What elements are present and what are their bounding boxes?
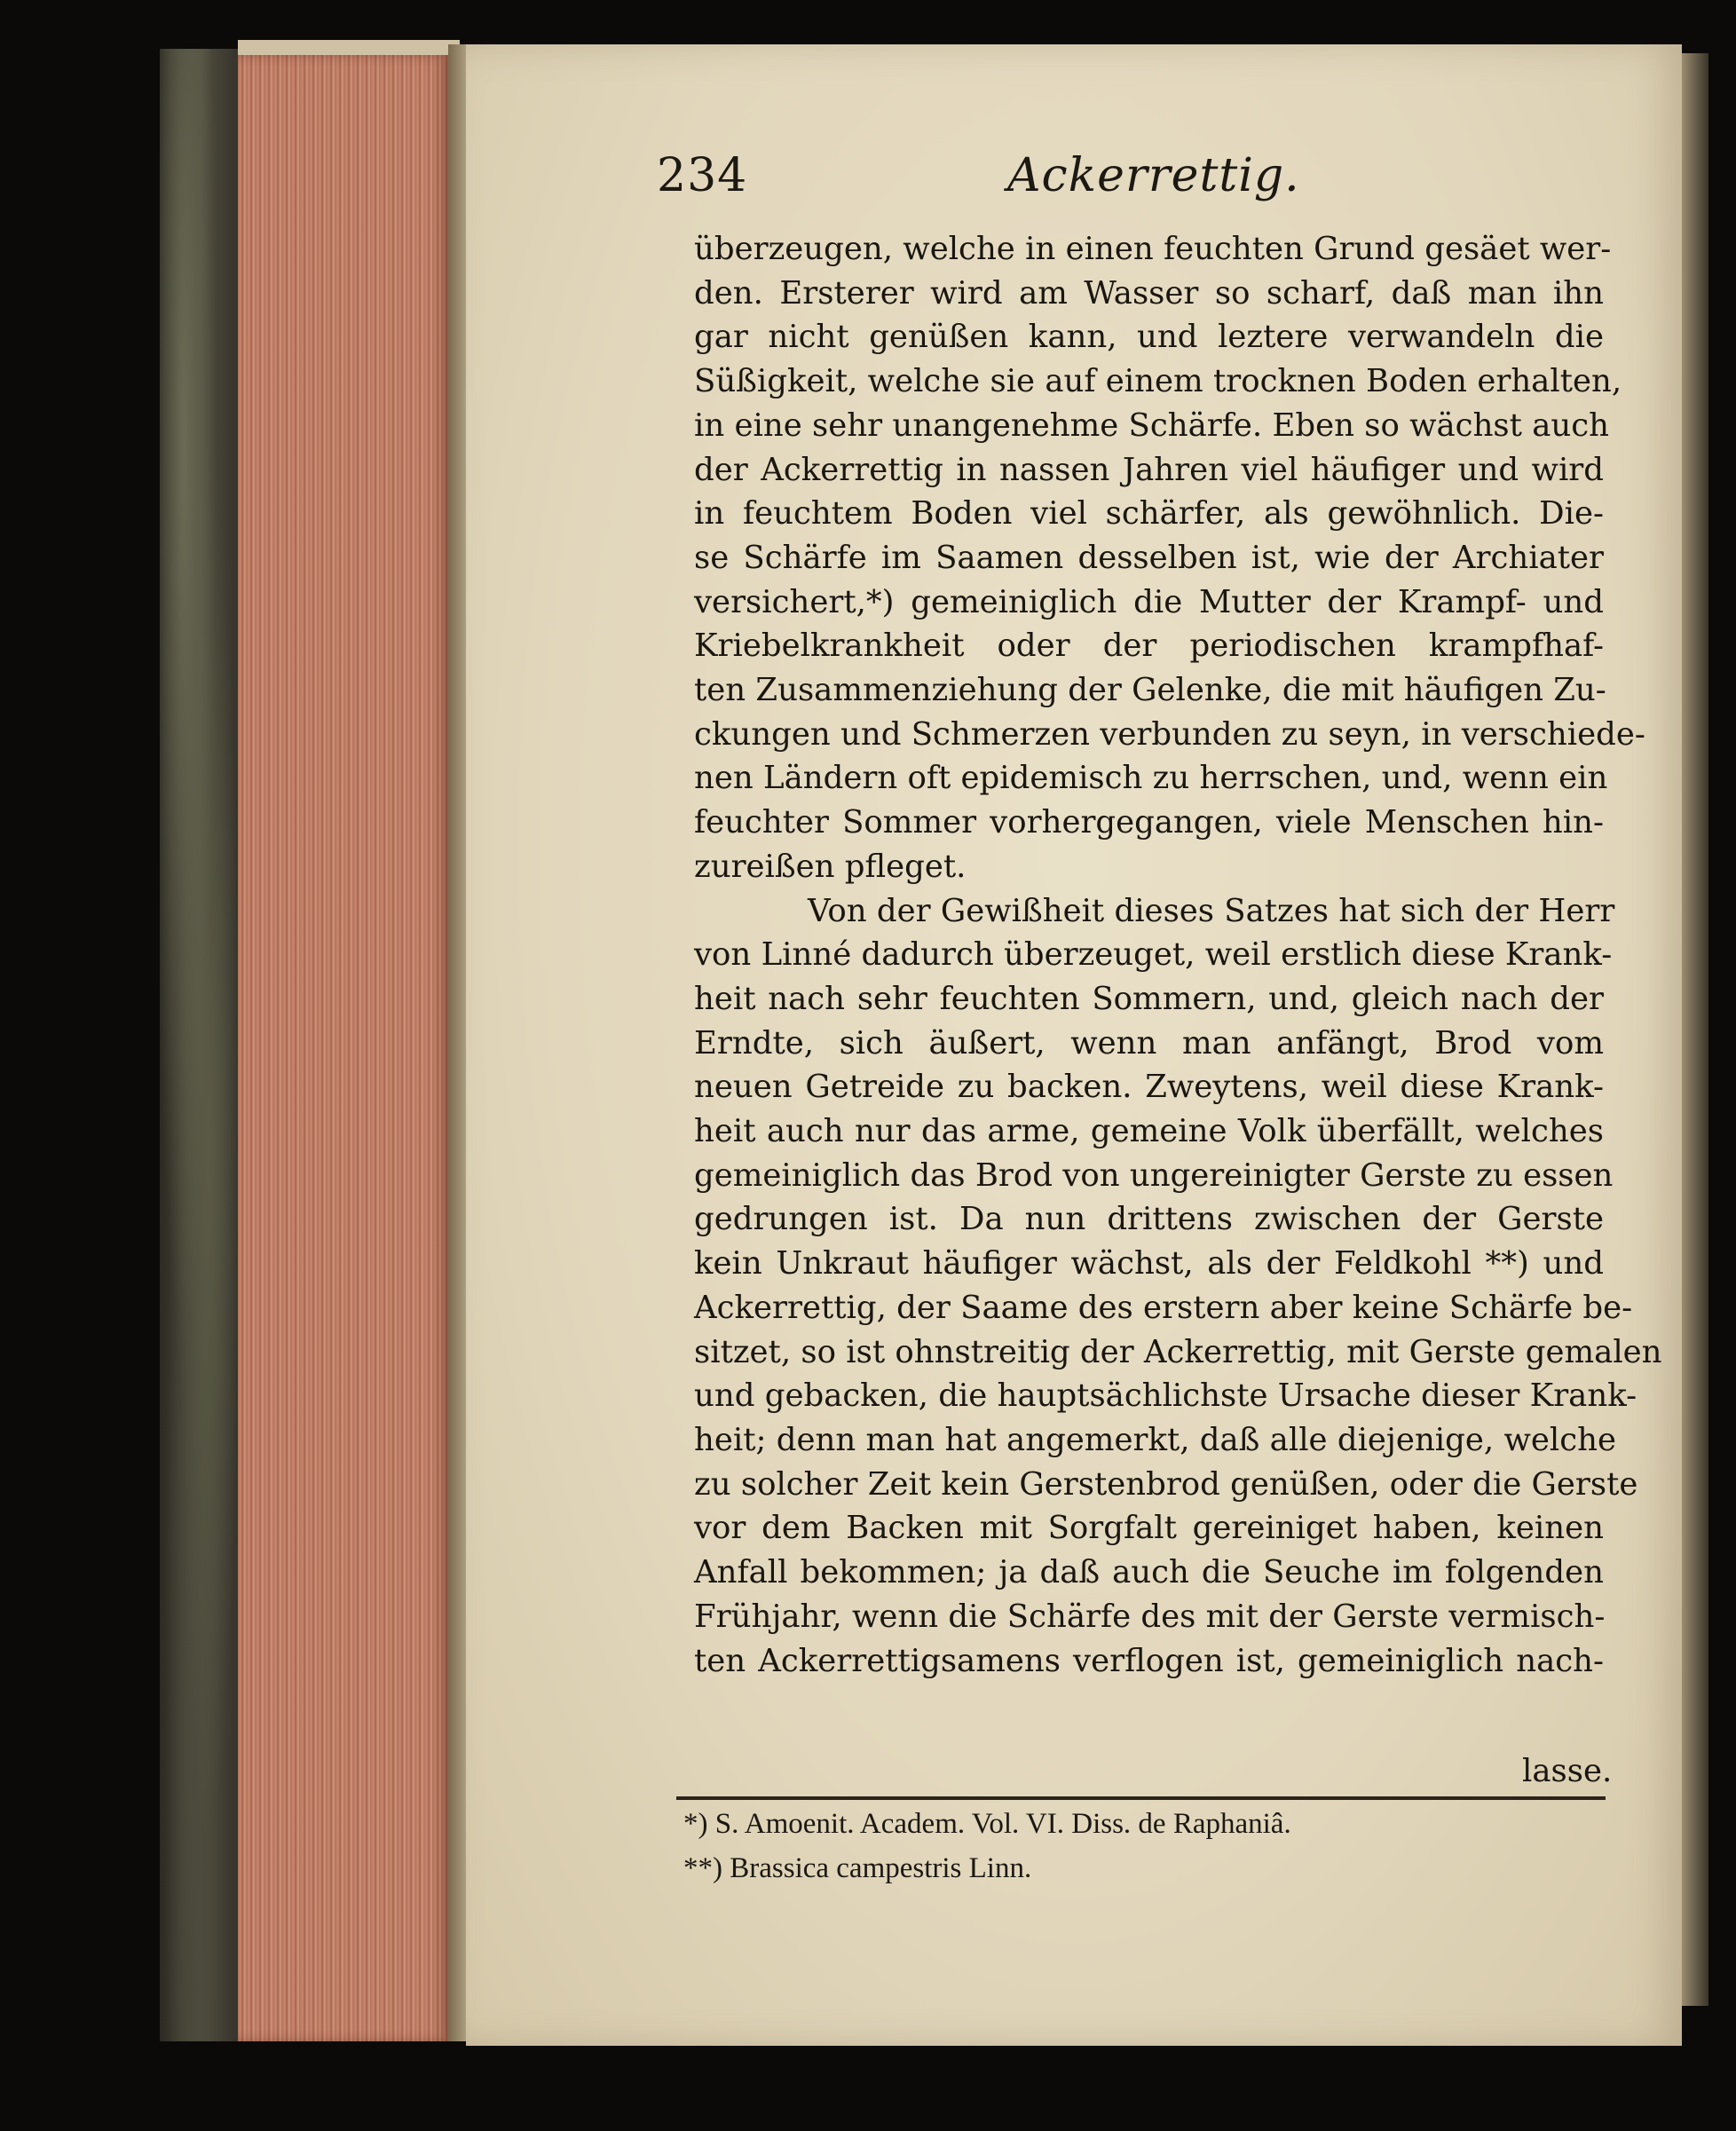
text-line: überzeugen, welche in einen feuchten Grund gesäet wer- xyxy=(694,231,1612,267)
text-line: in eine sehr unangenehme Schärfe. Eben so wächst auch xyxy=(694,406,1609,444)
text-line: gemeiniglich das Brod von ungereinigter Gerste zu essen xyxy=(694,1156,1614,1194)
page-header xyxy=(657,149,1598,220)
text-line: feuchter Sommer vorhergegangen, viele Menschen hin- xyxy=(694,804,1604,841)
text-line: heit; denn man hat angemerkt, daß alle diejenige, welche xyxy=(694,1421,1616,1458)
text-line: ten Ackerrettigsamens verflogen ist, gemeiniglich nach- xyxy=(694,1642,1604,1679)
text-line: Anfall bekommen; ja daß auch die Seuche im folgenden xyxy=(694,1554,1604,1591)
text-line: in feuchtem Boden viel schärfer, als gewöhnlich. Die- xyxy=(694,495,1604,533)
text-line: ckungen und Schmerzen verbunden zu seyn, in verschiede- xyxy=(694,715,1645,753)
text-line: zureißen pfleget. xyxy=(694,848,967,885)
text-line: Von der Gewißheit dieses Satzes hat sich der Herr xyxy=(808,892,1615,929)
footnote: *) S. Amoenit. Academ. Vol. VI. Diss. de Raphaniâ. xyxy=(683,1808,1291,1840)
text-line: heit auch nur das arme, gemeine Volk überfällt, welches xyxy=(694,1113,1604,1150)
text-line: neuen Getreide zu backen. Zweytens, weil diese Krank- xyxy=(694,1069,1604,1106)
text-line: gedrungen ist. Da nun drittens zwischen der Gerste xyxy=(694,1201,1604,1238)
text-line: ten Zusammenziehung der Gelenke, die mit häufigen Zu- xyxy=(694,672,1606,709)
marbled-cover xyxy=(160,49,241,2041)
text-line: von Linné dadurch überzeuget, weil erstlich diese Krank- xyxy=(694,936,1613,974)
fore-edge xyxy=(238,55,451,2041)
text-line: und gebacken, die hauptsächlichste Ursache dieser Krank- xyxy=(694,1377,1637,1415)
text-line: kein Unkraut häufiger wächst, als der Feldkohl **) und xyxy=(694,1245,1604,1283)
text-line: se Schärfe im Saamen desselben ist, wie der Archiater xyxy=(694,539,1604,576)
footnotes xyxy=(683,1802,1571,1890)
text-line: Kriebelkrankheit oder der periodischen krampfhaf- xyxy=(694,627,1604,665)
facing-page-edge xyxy=(1682,53,1708,2006)
running-title: Ackerrettig. xyxy=(1007,149,1300,202)
text-line: der Ackerrettig in nassen Jahren viel häufiger und wird xyxy=(694,451,1604,488)
footnote-rule xyxy=(676,1796,1606,1800)
catchword: lasse. xyxy=(1522,1753,1613,1789)
text-line: versichert,*) gemeiniglich die Mutter der Krampf- und xyxy=(694,583,1604,620)
footnote: **) Brassica campestris Linn. xyxy=(683,1852,1032,1884)
text-line: Süßigkeit, welche sie auf einem trocknen Boden erhalten, xyxy=(694,363,1622,400)
text-line: gar nicht genüßen kann, und leztere verwandeln die xyxy=(694,319,1604,356)
text-line: Ackerrettig, der Saame des erstern aber keine Schärfe be- xyxy=(694,1289,1633,1326)
text-line: vor dem Backen mit Sorgfalt gereiniget haben, keinen xyxy=(694,1510,1604,1547)
text-line: nen Ländern oft epidemisch zu herrschen, und, wenn ein xyxy=(694,760,1608,797)
page-number: 234 xyxy=(657,149,748,202)
text-line: Erndte, sich äußert, wenn man anfängt, Brod vom xyxy=(694,1024,1604,1062)
text-line: sitzet, so ist ohnstreitig der Ackerrettig, mit Gerste gemalen xyxy=(694,1333,1662,1370)
text-line: den. Ersterer wird am Wasser so scharf, daß man ihn xyxy=(694,274,1604,312)
body-text xyxy=(694,227,1662,1683)
text-line: zu solcher Zeit kein Gerstenbrod genüßen, oder die Gerste xyxy=(694,1465,1638,1503)
text-line: heit nach sehr feuchten Sommern, und, gleich nach der xyxy=(694,980,1604,1017)
text-line: Frühjahr, wenn die Schärfe des mit der Gerste vermisch- xyxy=(694,1598,1606,1635)
